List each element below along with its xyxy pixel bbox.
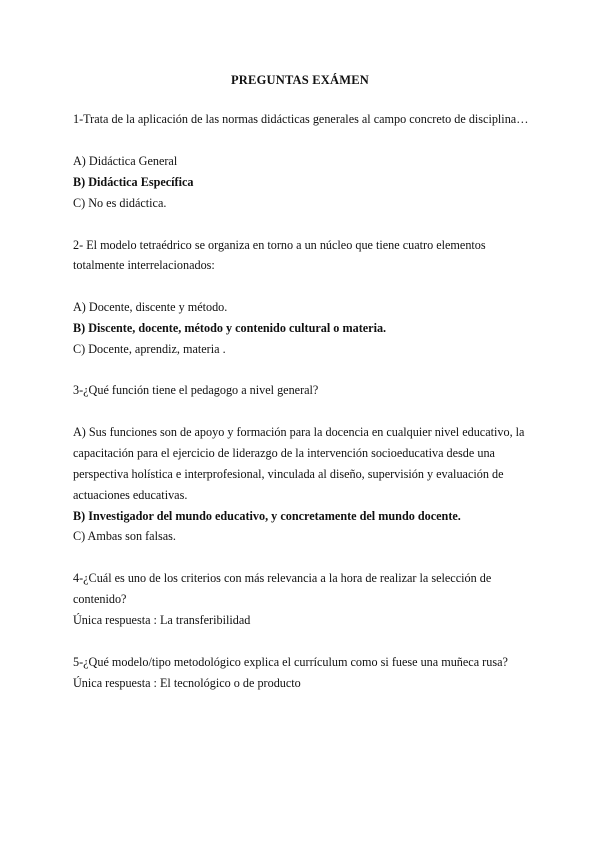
page-title: PREGUNTAS EXÁMEN [230,73,370,87]
question-4-line-2: contenido? [73,592,127,606]
q4-answer: Única respuesta : La transferibilidad [73,613,251,627]
q3-option-a-line-4: actuaciones educativas. [73,488,188,502]
q3-option-a-line-3: perspectiva holística e interprofesional, vinculada al diseño, supervisión y evaluación de [73,467,504,481]
q3-option-b-correct: B) Investigador del mundo educativo, y concretamente del mundo docente. [73,509,461,523]
question-4-line-1: 4-¿Cuál es uno de los criterios con más relevancia a la hora de realizar la selección de [73,571,492,585]
q3-option-a-line-2: capacitación para el ejercicio de liderazgo de la intervención socioeducativa desde una [73,446,495,460]
question-3: 3-¿Qué función tiene el pedagogo a nivel general? [73,383,319,397]
q1-option-a: A) Didáctica General [73,154,178,168]
question-2-line-1: 2- El modelo tetraédrico se organiza en torno a un núcleo que tiene cuatro elementos [73,238,486,252]
q1-option-c: C) No es didáctica. [73,196,167,210]
q2-option-c: C) Docente, aprendiz, materia . [73,342,226,356]
question-5: 5-¿Qué modelo/tipo metodológico explica el currículum como si fuese una muñeca rusa? [73,655,508,669]
question-1: 1-Trata de la aplicación de las normas didácticas generales al campo concreto de disciplina… [73,112,529,126]
question-2-line-2: totalmente interrelacionados: [73,258,215,272]
q2-option-b-correct: B) Discente, docente, método y contenido cultural o materia. [73,321,387,335]
q1-option-b-correct: B) Didáctica Específica [73,175,194,189]
q3-option-a-line-1: A) Sus funciones son de apoyo y formación para la docencia en cualquier nivel educativo, la [73,425,525,439]
q3-option-c: C) Ambas son falsas. [73,529,176,543]
q2-option-a: A) Docente, discente y método. [73,300,228,314]
q5-answer: Única respuesta : El tecnológico o de producto [73,676,301,690]
